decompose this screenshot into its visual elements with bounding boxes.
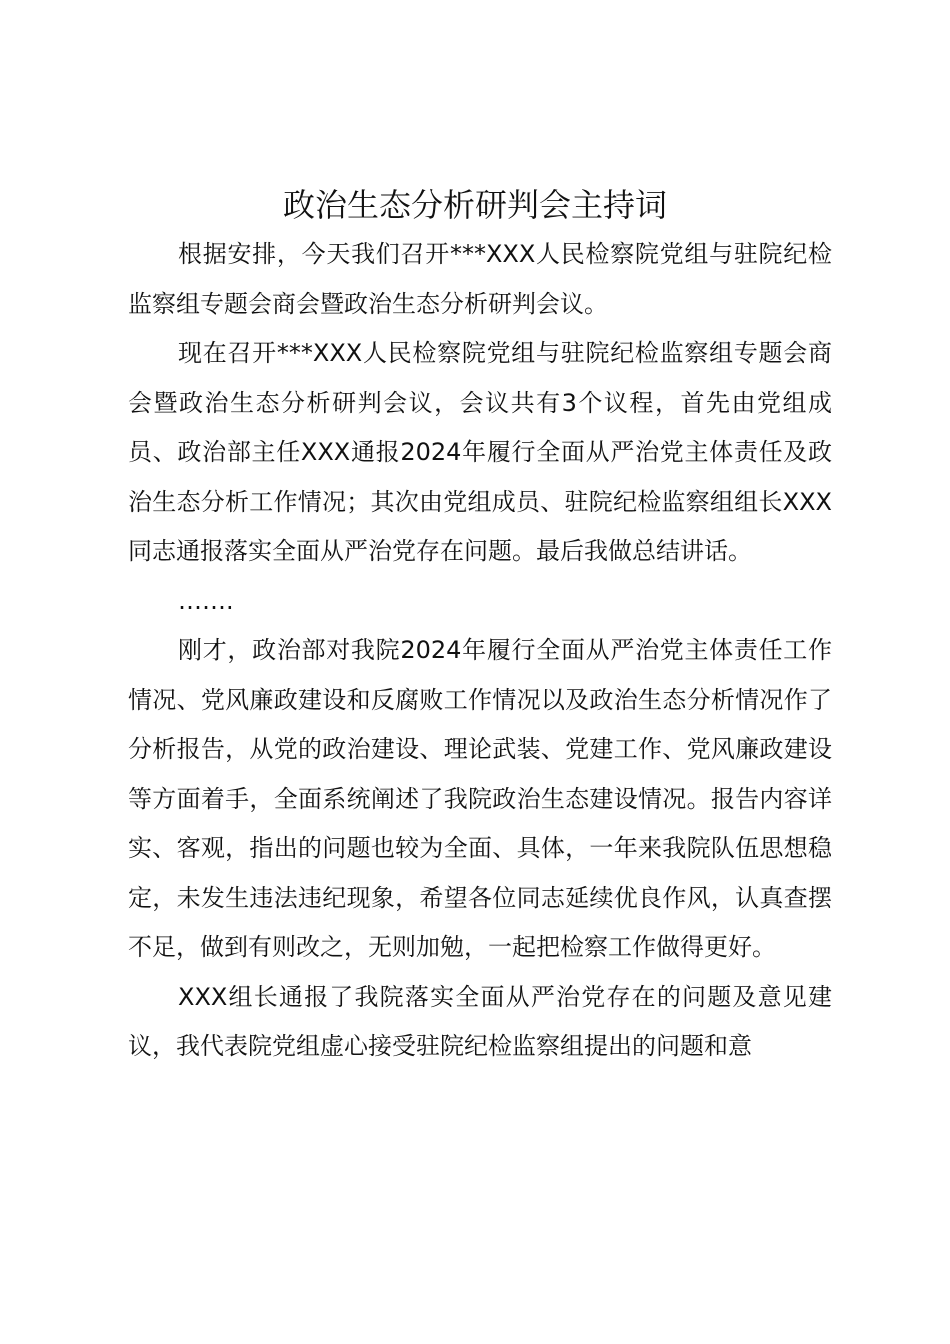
paragraph-arrangement: 根据安排，今天我们召开***XXX人民检察院党组与驻院纪检监察组专题会商会暨政治生态分析研判会议。 — [128, 240, 832, 318]
paragraph-report-review: 刚才，政治部对我院2024年履行全面从严治党主体责任工作情况、党风廉政建设和反腐败工作情况以及政治生态分析情况作了分析报告，从党的政治建设、理论武装、党建工作、党风廉政建设等方面着手，全面系统阐述了我院政治生态建设情况。报告内容详实、客观，指出的问题也较为全面、具体，一年来我院队伍思想稳定，未发生违法违纪现象，希望各位同志延续优良作风，认真查摆不足，做到有则改之，无则加勉，一起把检察工作做得更好。 — [128, 636, 832, 961]
paragraph-team-leader-report: XXX组长通报了我院落实全面从严治党存在的问题及意见建议，我代表院党组虚心接受驻院纪检监察组提出的问题和意 — [128, 982, 832, 1060]
paragraph-agenda: 现在召开***XXX人民检察院党组与驻院纪检监察组专题会商会暨政治生态分析研判会议，会议共有3个议程，首先由党组成员、政治部主任XXX通报2024年履行全面从严治党主体责任及政治生态分析工作情况；其次由党组成员、驻院纪检监察组组长XXX同志通报落实全面从严治党存在问题。最后我做总结讲话。 — [128, 339, 832, 565]
paragraph-ellipsis: ……. — [178, 586, 234, 615]
document-title: 政治生态分析研判会主持词 — [282, 186, 667, 224]
document-body — [128, 230, 832, 1072]
